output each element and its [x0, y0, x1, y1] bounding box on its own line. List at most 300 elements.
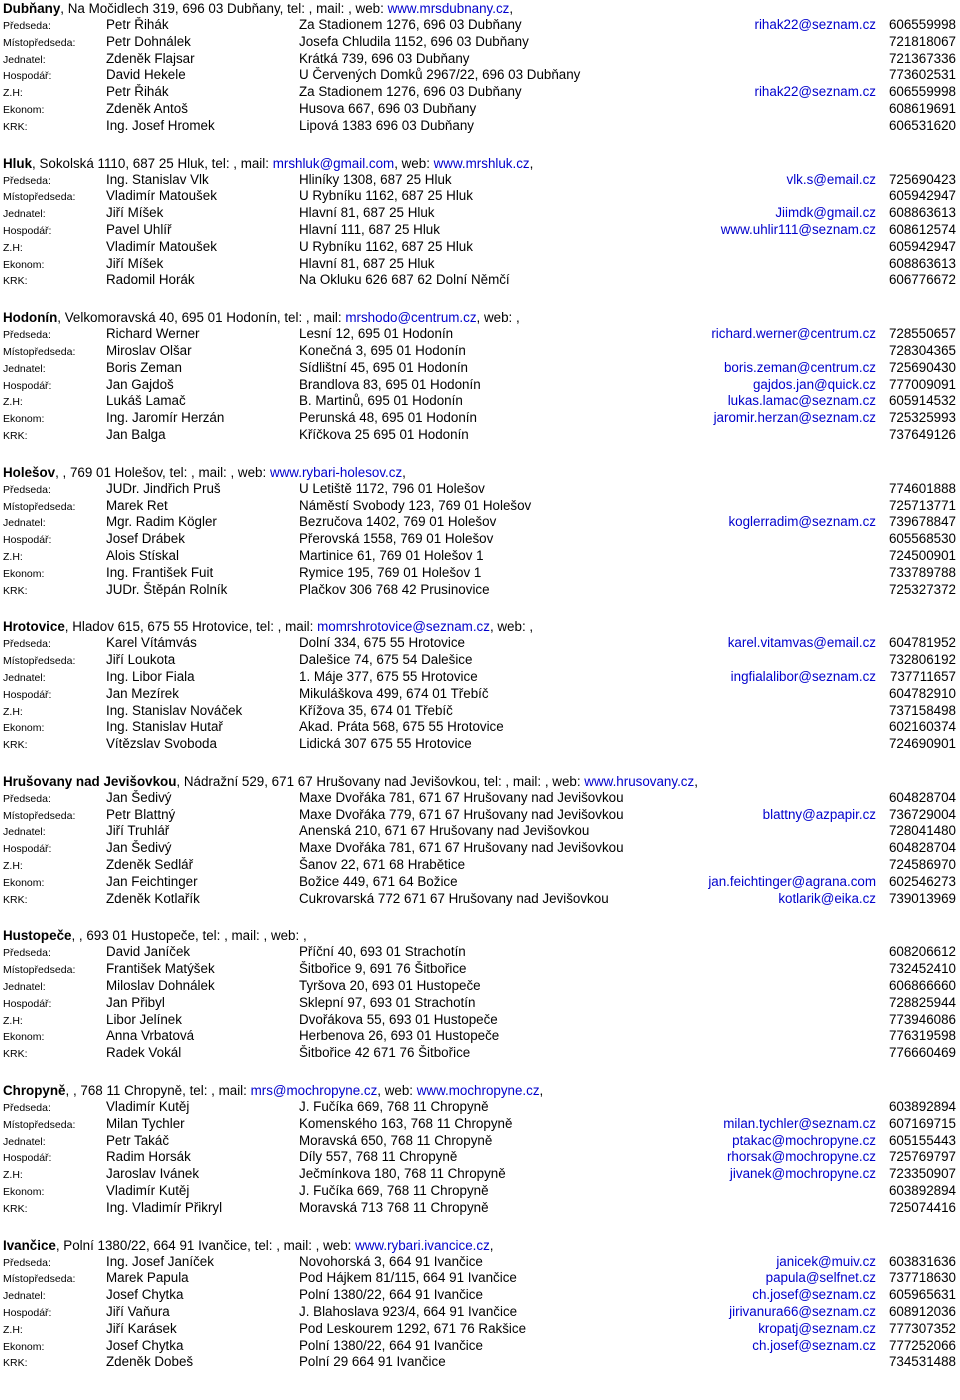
organization-name: Chropyně	[3, 1083, 66, 1099]
member-row	[3, 807, 956, 824]
member-role: Ekonom:	[3, 567, 45, 580]
member-row	[3, 360, 956, 377]
member-email-link[interactable]: gajdos.jan@quick.cz	[752, 376, 876, 392]
member-name: Josef Chytka	[106, 1337, 184, 1353]
header-link[interactable]: www.mrsdubnany.cz	[387, 1, 510, 16]
member-phone: 736729004	[888, 806, 956, 822]
member-phone: 777307352	[888, 1320, 956, 1336]
member-name: Vladimír Kutěj	[106, 1183, 190, 1199]
header-link[interactable]: mrshluk@gmail.com	[272, 155, 395, 171]
member-phone: 725713771	[888, 497, 956, 513]
member-role: Hospodář:	[3, 70, 52, 83]
member-role: KRK:	[3, 429, 28, 442]
member-name: Ing. Jaromír Herzán	[106, 410, 225, 426]
organization-header	[3, 464, 956, 481]
member-row	[3, 1200, 956, 1217]
member-address: Novohorská 3, 664 91 Ivančice	[299, 1253, 483, 1269]
member-phone: 728550657	[888, 326, 956, 342]
header-text: ,	[694, 773, 698, 789]
member-email-link[interactable]: papula@selfnet.cz	[765, 1270, 876, 1286]
member-email-link[interactable]: rihak22@seznam.cz	[754, 84, 876, 100]
member-phone: 725327372	[888, 581, 956, 597]
member-role: Ekonom:	[3, 103, 45, 116]
member-phone: 605155443	[888, 1132, 956, 1148]
member-phone: 606776672	[888, 272, 956, 288]
member-phone: 737158498	[888, 702, 956, 718]
member-address: U Rybníku 1162, 687 25 Hluk	[299, 238, 473, 254]
member-row	[3, 377, 956, 394]
member-name: Jiří Loukota	[106, 652, 176, 668]
header-text: , , 768 11 Chropyně, tel: , mail:	[65, 1083, 251, 1099]
member-role: Ekonom:	[3, 1340, 45, 1353]
member-address: Pod Leskourem 1292, 671 76 Rakšice	[299, 1320, 527, 1336]
member-phone: 725325993	[888, 410, 956, 426]
member-phone: 724690901	[888, 736, 956, 752]
member-row	[3, 548, 956, 565]
member-phone: 605568530	[888, 531, 956, 547]
member-name: Petr Řihák	[106, 17, 169, 32]
member-row	[3, 1012, 956, 1029]
member-phone: 728825944	[888, 994, 956, 1010]
member-address: Polní 29 664 91 Ivančice	[299, 1354, 446, 1370]
member-row	[3, 790, 956, 807]
member-role: Jednatel:	[3, 362, 46, 375]
member-name: Jiří Vaňura	[106, 1304, 170, 1320]
member-role: KRK:	[3, 1357, 28, 1370]
member-email-link[interactable]: rihak22@seznam.cz	[754, 17, 876, 32]
member-address: B. Martinů, 695 01 Hodonín	[299, 393, 463, 409]
member-row	[3, 1099, 956, 1116]
member-phone: 604828704	[888, 789, 956, 805]
member-row	[3, 1133, 956, 1150]
member-email-link[interactable]: lukas.lamac@seznam.cz	[727, 393, 876, 409]
member-address: Dvořákova 55, 693 01 Hustopeče	[299, 1011, 498, 1027]
member-role: Předseda:	[3, 1102, 51, 1115]
member-name: Vladimír Matoušek	[106, 188, 217, 204]
member-role: Předseda:	[3, 947, 51, 960]
member-row	[3, 823, 956, 840]
member-role: KRK:	[3, 275, 28, 288]
member-email-link[interactable]: richard.werner@centrum.cz	[711, 326, 876, 342]
member-email-link[interactable]: koglerradim@seznam.cz	[728, 514, 876, 530]
member-role: Hospodář:	[3, 224, 52, 237]
member-phone: 724586970	[888, 857, 956, 873]
member-address: Brandlova 83, 695 01 Hodonín	[299, 376, 481, 392]
member-name: Petr Řihák	[106, 84, 169, 100]
member-role: KRK:	[3, 1202, 28, 1215]
member-phone: 773946086	[888, 1011, 956, 1027]
member-email-link[interactable]: ingfialalibor@seznam.cz	[730, 668, 876, 684]
member-address: Josefa Chludila 1152, 696 03 Dubňany	[299, 33, 529, 49]
member-role: KRK:	[3, 739, 28, 752]
member-address: Dalešice 74, 675 54 Dalešice	[299, 652, 473, 668]
member-phone: 605914532	[888, 393, 956, 409]
member-role: Hospodář:	[3, 534, 52, 547]
member-phone: 728304365	[888, 342, 956, 358]
member-row	[3, 84, 956, 101]
member-row	[3, 703, 956, 720]
member-email-link[interactable]: karel.vitamvas@email.cz	[727, 635, 876, 651]
member-row	[3, 669, 956, 686]
member-address: Martinice 61, 769 01 Holešov 1	[299, 547, 484, 563]
member-row	[3, 205, 956, 222]
member-phone: 732452410	[888, 961, 956, 977]
member-role: Z.H:	[3, 860, 23, 873]
member-row	[3, 1149, 956, 1166]
member-row	[3, 1254, 956, 1271]
header-text: , web:	[377, 1083, 417, 1099]
organization-header	[3, 1082, 956, 1099]
member-phone: 608619691	[888, 100, 956, 116]
member-row	[3, 719, 956, 736]
member-name: Zdeněk Sedlář	[106, 857, 194, 873]
member-row	[3, 686, 956, 703]
member-address: Maxe Dvořáka 781, 671 67 Hrušovany nad Jevišovkou	[299, 789, 624, 805]
member-row	[3, 944, 956, 961]
member-row	[3, 326, 956, 343]
member-row	[3, 1116, 956, 1133]
header-link[interactable]: www.rybari.ivancice.cz	[355, 1237, 490, 1253]
member-phone: 721818067	[888, 33, 956, 49]
member-role: KRK:	[3, 120, 28, 133]
member-phone: 737711657	[889, 668, 956, 684]
member-address: Anenská 210, 671 67 Hrušovany nad Jevišovkou	[299, 823, 590, 839]
member-name: Jiří Míšek	[106, 255, 164, 271]
member-phone: 725690423	[888, 171, 956, 187]
member-phone: 773602531	[888, 67, 956, 83]
organization-name: Hrušovany nad Jevišovkou	[3, 773, 177, 789]
member-name: Jaroslav Ivánek	[106, 1166, 200, 1182]
header-text: ,	[489, 1237, 494, 1253]
member-row	[3, 67, 956, 84]
member-row	[3, 874, 956, 891]
header-text: , Na Močidlech 319, 696 03 Dubňany, tel: , mail: , web:	[60, 1, 388, 16]
organization-name: Hodonín	[3, 310, 58, 326]
member-row	[3, 1028, 956, 1045]
member-phone: 606559998	[888, 84, 956, 100]
member-name: Anna Vrbatová	[106, 1028, 195, 1044]
member-address: Hlavní 111, 687 25 Hluk	[299, 221, 440, 237]
member-phone: 777252066	[888, 1337, 956, 1353]
member-phone: 605965631	[888, 1287, 956, 1303]
member-phone: 723350907	[888, 1166, 956, 1182]
member-name: Ing. Libor Fiala	[106, 668, 195, 684]
member-address: Křížova 35, 674 01 Třebíč	[299, 702, 453, 718]
member-role: Z.H:	[3, 241, 23, 254]
header-link[interactable]: momrshrotovice@seznam.cz	[317, 619, 490, 635]
member-address: Hlavní 81, 687 25 Hluk	[299, 205, 435, 221]
header-link[interactable]: mrs@mochropyne.cz	[250, 1083, 378, 1099]
member-role: Jednatel:	[3, 1135, 46, 1148]
member-email-link[interactable]: blattny@azpapir.cz	[762, 806, 876, 822]
member-address: Hlavní 81, 687 25 Hluk	[299, 255, 435, 271]
member-address: U Červených Domků 2967/22, 696 03 Dubňany	[299, 67, 581, 83]
member-name: Boris Zeman	[106, 359, 182, 375]
member-role: Jednatel:	[3, 1290, 46, 1303]
member-phone: 776319598	[888, 1028, 956, 1044]
member-email-link[interactable]: jivanek@mochropyne.cz	[729, 1166, 876, 1182]
member-phone: 604782910	[888, 685, 956, 701]
member-phone: 777009091	[888, 376, 956, 392]
member-role: Místopředseda:	[3, 345, 76, 358]
header-text: , , 769 01 Holešov, tel: , mail: , web:	[55, 464, 270, 480]
member-row	[3, 531, 956, 548]
member-phone: 728041480	[888, 823, 956, 839]
member-role: Hospodář:	[3, 843, 52, 856]
member-email-link[interactable]: milan.tychler@seznam.cz	[723, 1115, 876, 1131]
member-name: Jan Balga	[106, 426, 166, 442]
member-phone: 603892894	[888, 1099, 956, 1115]
member-role: Ekonom:	[3, 1031, 45, 1044]
header-text: , web: ,	[489, 619, 534, 635]
member-email-link[interactable]: jirivanura66@seznam.cz	[729, 1304, 876, 1320]
member-role: KRK:	[3, 1048, 28, 1061]
member-email-link[interactable]: boris.zeman@centrum.cz	[723, 359, 876, 375]
member-address: Sklepní 97, 693 01 Strachotín	[299, 994, 476, 1010]
organization-name: Dubňany	[3, 1, 61, 16]
member-name: Richard Werner	[106, 326, 200, 342]
member-email-link[interactable]: Jiimdk@gmail.cz	[775, 205, 876, 221]
member-name: Miloslav Dohnálek	[106, 978, 215, 994]
member-name: Jan Feichtinger	[106, 873, 198, 889]
member-role: Jednatel:	[3, 671, 46, 684]
member-role: Místopředseda:	[3, 655, 76, 668]
member-email-link[interactable]: ch.josef@seznam.cz	[752, 1287, 876, 1303]
member-address: Husova 667, 696 03 Dubňany	[299, 100, 477, 116]
member-row	[3, 995, 956, 1012]
organization-section	[3, 1082, 956, 1217]
member-name: Miroslav Olšar	[106, 342, 192, 358]
member-name: Jan Gajdoš	[106, 376, 174, 392]
member-address: Cukrovarská 772 671 67 Hrušovany nad Jevišovkou	[299, 890, 609, 906]
member-row	[3, 840, 956, 857]
member-role: Předseda:	[3, 1256, 51, 1269]
member-phone: 732806192	[888, 652, 956, 668]
member-email-link[interactable]: www.uhlir111@seznam.cz	[720, 221, 876, 237]
member-address: Šanov 22, 671 68 Hrabětice	[299, 857, 466, 873]
member-role: Ekonom:	[3, 413, 45, 426]
member-email-link[interactable]: janicek@muiv.cz	[776, 1253, 876, 1269]
member-address: Božice 449, 671 64 Božice	[299, 873, 458, 889]
organization-section	[3, 927, 956, 1062]
member-phone: 608912036	[888, 1304, 956, 1320]
member-role: Místopředseda:	[3, 1273, 76, 1286]
organization-header	[3, 1237, 956, 1254]
member-role: Ekonom:	[3, 722, 45, 735]
member-email-link[interactable]: ptakac@mochropyne.cz	[732, 1132, 876, 1148]
member-role: KRK:	[3, 893, 28, 906]
member-row	[3, 498, 956, 515]
member-name: David Janíček	[106, 944, 191, 960]
member-role: Místopředseda:	[3, 1118, 76, 1131]
member-role: Hospodář:	[3, 997, 52, 1010]
member-email-link[interactable]: jaromir.herzan@seznam.cz	[713, 410, 876, 426]
organization-section	[3, 618, 956, 753]
member-row	[3, 961, 956, 978]
member-address: 1. Máje 377, 675 55 Hrotovice	[299, 668, 478, 684]
member-email-link[interactable]: kropatj@seznam.cz	[758, 1320, 876, 1336]
member-name: Radim Horsák	[106, 1149, 191, 1165]
organization-header	[3, 773, 956, 790]
member-role: KRK:	[3, 584, 28, 597]
member-name: Zdeněk Kotlařík	[106, 890, 200, 906]
member-address: Za Stadionem 1276, 696 03 Dubňany	[299, 84, 522, 100]
member-address: Za Stadionem 1276, 696 03 Dubňany	[299, 17, 522, 32]
member-phone: 733789788	[888, 564, 956, 580]
member-role: Hospodář:	[3, 688, 52, 701]
organization-section	[3, 309, 956, 444]
member-role: Místopředseda:	[3, 500, 76, 513]
member-name: Ing. Stanislav Hutař	[106, 719, 223, 735]
organization-name: Holešov	[3, 464, 56, 480]
member-role: Jednatel:	[3, 981, 46, 994]
member-row	[3, 481, 956, 498]
organization-header	[3, 618, 956, 635]
member-address: Šitbořice 9, 691 76 Šitbořice	[299, 961, 467, 977]
member-name: Jiří Truhlář	[106, 823, 170, 839]
member-row	[3, 978, 956, 995]
member-address: Lidická 307 675 55 Hrotovice	[299, 736, 472, 752]
organization-section	[3, 773, 956, 908]
member-address: U Letiště 1172, 796 01 Holešov	[299, 480, 485, 496]
member-address: Maxe Dvořáka 779, 671 67 Hrušovany nad Jevišovkou	[299, 806, 624, 822]
member-address: Lesní 12, 695 01 Hodonín	[299, 326, 454, 342]
member-phone: 607169715	[888, 1115, 956, 1131]
member-role: Jednatel:	[3, 53, 46, 66]
member-row	[3, 1321, 956, 1338]
organization-section	[3, 464, 956, 599]
member-role: Jednatel:	[3, 517, 46, 530]
header-text: , web:	[394, 155, 434, 171]
member-role: Místopředseda:	[3, 36, 76, 49]
member-name: Jan Šedivý	[106, 840, 172, 856]
member-address: Bezručova 1402, 769 01 Holešov	[299, 514, 497, 530]
member-address: Tyršova 20, 693 01 Hustopeče	[299, 978, 481, 994]
member-name: Ing. Stanislav Vlk	[106, 171, 209, 187]
member-name: Alois Stískal	[106, 547, 179, 563]
member-address: Sídlištní 45, 695 01 Hodonín	[299, 359, 468, 375]
member-role: Z.H:	[3, 1169, 23, 1182]
member-address: Moravská 713 768 11 Chropyně	[299, 1199, 489, 1215]
header-link[interactable]: www.rybari-holesov.cz	[269, 464, 403, 480]
organization-header	[3, 155, 956, 172]
member-email-link[interactable]: kotlarik@eika.cz	[778, 890, 876, 906]
member-phone: 608206612	[888, 944, 956, 960]
member-address: Náměstí Svobody 123, 769 01 Holešov	[299, 497, 532, 513]
member-role: Ekonom:	[3, 1186, 45, 1199]
member-row	[3, 17, 956, 34]
member-name: Radomil Horák	[106, 272, 195, 288]
member-name: Vladimír Matoušek	[106, 238, 217, 254]
member-role: Ekonom:	[3, 258, 45, 271]
header-link[interactable]: www.mrshluk.cz	[433, 155, 530, 171]
organization-section	[3, 0, 956, 135]
member-row	[3, 51, 956, 68]
member-address: Perunská 48, 695 01 Hodonín	[299, 410, 477, 426]
member-role: Z.H:	[3, 87, 23, 100]
member-role: Z.H:	[3, 1014, 23, 1027]
member-row	[3, 1304, 956, 1321]
member-email-link[interactable]: rhorsak@mochropyne.cz	[726, 1149, 876, 1165]
member-role: Z.H:	[3, 1323, 23, 1336]
member-role: Místopředseda:	[3, 191, 76, 204]
member-phone: 725074416	[888, 1199, 956, 1215]
member-role: Předseda:	[3, 638, 51, 651]
member-phone: 725769797	[888, 1149, 956, 1165]
member-role: Hospodář:	[3, 379, 52, 392]
member-row	[3, 1270, 956, 1287]
member-name: Milan Tychler	[106, 1115, 185, 1131]
member-row	[3, 1166, 956, 1183]
member-address: Kříčkova 25 695 01 Hodonín	[299, 426, 469, 442]
member-role: Místopředseda:	[3, 964, 76, 977]
member-phone: 737649126	[888, 426, 956, 442]
member-role: Jednatel:	[3, 826, 46, 839]
member-phone: 608612574	[888, 221, 956, 237]
member-address: Dolní 334, 675 55 Hrotovice	[299, 635, 465, 651]
organization-name: Ivančice	[3, 1237, 56, 1253]
header-link[interactable]: mrshodo@centrum.cz	[345, 310, 477, 326]
member-address: Rymice 195, 769 01 Holešov 1	[299, 564, 482, 580]
member-address: Komenského 163, 768 11 Chropyně	[299, 1115, 513, 1131]
member-name: František Matýšek	[106, 961, 215, 977]
member-name: Jan Šedivý	[106, 789, 172, 805]
member-row	[3, 427, 956, 444]
member-phone: 605942947	[888, 188, 956, 204]
member-role: Předseda:	[3, 174, 51, 187]
member-name: JUDr. Štěpán Rolník	[106, 581, 228, 597]
member-address: J. Fučíka 669, 768 11 Chropyně	[299, 1183, 489, 1199]
member-name: Jan Mezírek	[106, 685, 179, 701]
member-name: Lukáš Lamač	[106, 393, 186, 409]
member-address: Šitbořice 42 671 76 Šitbořice	[299, 1045, 471, 1061]
member-phone: 776660469	[888, 1045, 956, 1061]
member-name: Ing. Josef Janíček	[106, 1253, 214, 1269]
member-address: Díly 557, 768 11 Chropyně	[299, 1149, 458, 1165]
header-link[interactable]: www.hrusovany.cz	[584, 773, 695, 789]
member-role: Místopředseda:	[3, 809, 76, 822]
member-address: Polní 1380/22, 664 91 Ivančice	[299, 1287, 483, 1303]
member-role: Hospodář:	[3, 1307, 52, 1320]
member-email-link[interactable]: vlk.s@email.cz	[786, 171, 876, 187]
member-role: Z.H:	[3, 705, 23, 718]
member-name: Mgr. Radim Kögler	[106, 514, 217, 530]
organization-section	[3, 155, 956, 290]
member-email-link[interactable]: jan.feichtinger@agrana.com	[708, 873, 876, 889]
member-address: Konečná 3, 695 01 Hodonín	[299, 342, 466, 358]
member-name: Vítězslav Svoboda	[106, 736, 217, 752]
member-phone: 739678847	[888, 514, 956, 530]
member-name: Zdeněk Flajsar	[106, 50, 195, 66]
member-name: Zdeněk Dobeš	[106, 1354, 194, 1370]
member-name: Jan Přibyl	[106, 994, 165, 1010]
member-row	[3, 514, 956, 531]
header-text: , Polní 1380/22, 664 91 Ivančice, tel: , mail: , web:	[55, 1237, 356, 1253]
organization-header	[3, 309, 956, 326]
member-phone: 608863613	[888, 205, 956, 221]
organization-name: Hustopeče	[3, 928, 72, 944]
member-name: Marek Ret	[106, 497, 168, 513]
member-phone: 603831636	[888, 1253, 956, 1269]
member-phone: 602160374	[888, 719, 956, 735]
member-address: Krátká 739, 696 03 Dubňany	[299, 50, 470, 66]
member-name: Petr Dohnálek	[106, 33, 191, 49]
member-address: Mikuláškova 499, 674 01 Třebíč	[299, 685, 489, 701]
member-email-link[interactable]: ch.josef@seznam.cz	[752, 1337, 876, 1353]
header-link[interactable]: www.mochropyne.cz	[416, 1083, 540, 1099]
member-phone: 604828704	[888, 840, 956, 856]
member-row	[3, 736, 956, 753]
